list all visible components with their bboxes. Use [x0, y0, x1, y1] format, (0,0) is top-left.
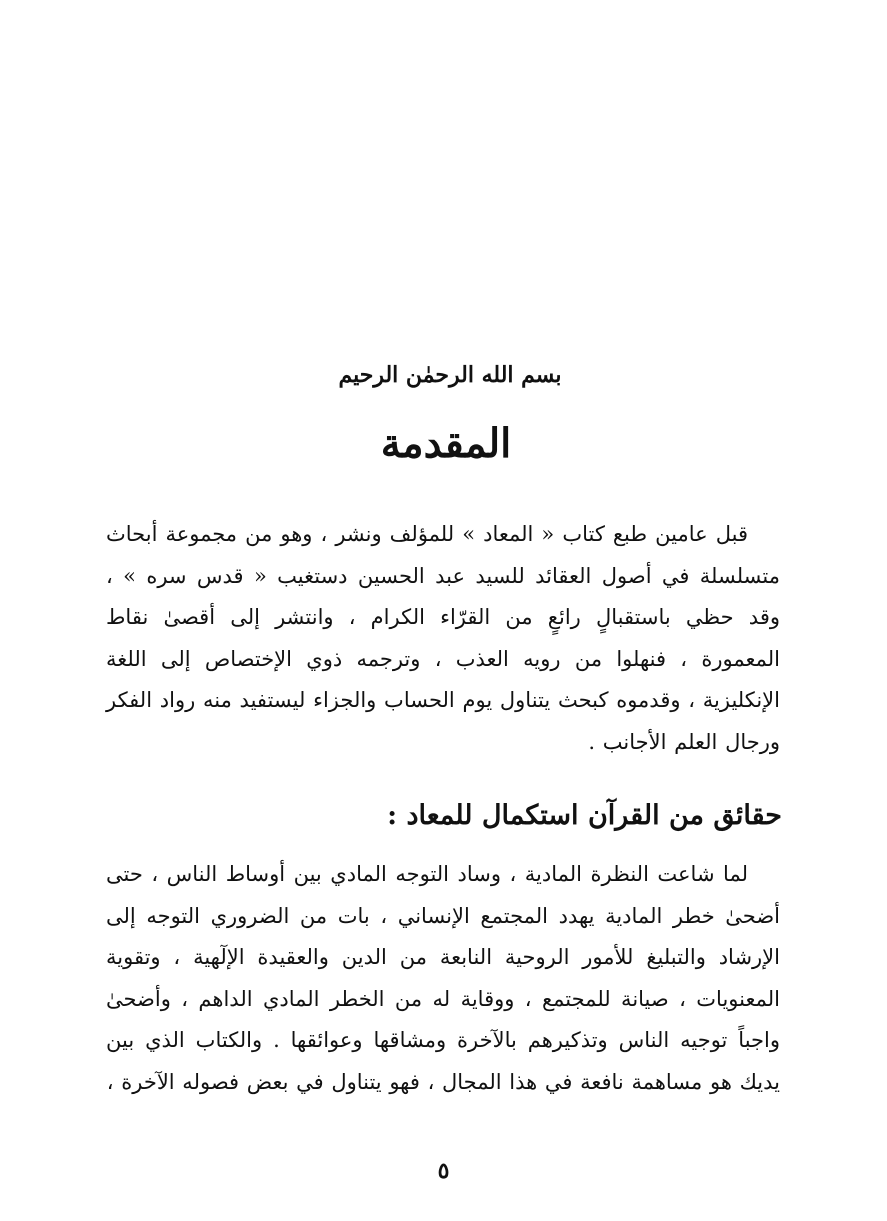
- basmala-heading: بسم الله الرحمٰن الرحيم: [338, 362, 562, 388]
- intro-paragraph: قبل عامين طبع كتاب « المعاد » للمؤلف ونشر ، وهو من مجموعة أبحاث متسلسلة في أصول العقائد للسيد عبد الحسين دستغيب « قدس سره » ، وقد حظي باستقبالٍ رائعٍ من القرّاء الكرام ، وانتشر إلى أقصىٰ نقاط المعمورة ، فنهلوا من رويه العذب ، وترجمه ذوي الإختصاص إلى اللغة الإنكليزية ، وقدموه كبحث يتناول يوم الحساب والجزاء ليستفيد منه رواد الفكر ورجال العلم الأجانب .: [106, 522, 780, 754]
- section-heading: حقائق من القرآن استكمال للمعاد :: [387, 800, 782, 831]
- page-number: ٥: [437, 1158, 450, 1184]
- page-title: المقدمة: [380, 420, 512, 467]
- section-paragraph-container: [106, 854, 780, 1104]
- section-paragraph: لما شاعت النظرة المادية ، وساد التوجه المادي بين أوساط الناس ، حتى أضحىٰ خطر المادية يهدد المجتمع الإنساني ، بات من الضروري التوجه إلى الإرشاد والتبليغ للأمور الروحية النابعة من الدين والعقيدة الإلٓهية ، وتقوية المعنويات ، صيانة للمجتمع ، ووقاية له من الخطر المادي الداهم ، وأضحىٰ واجباً توجيه الناس وتذكيرهم بالآخرة ومشاقها وعوائقها . والكتاب الذي بين يديك هو مساهمة نافعة في هذا المجال ، فهو يتناول في بعض فصوله الآخرة ،: [106, 862, 780, 1094]
- intro-paragraph-container: [106, 514, 780, 764]
